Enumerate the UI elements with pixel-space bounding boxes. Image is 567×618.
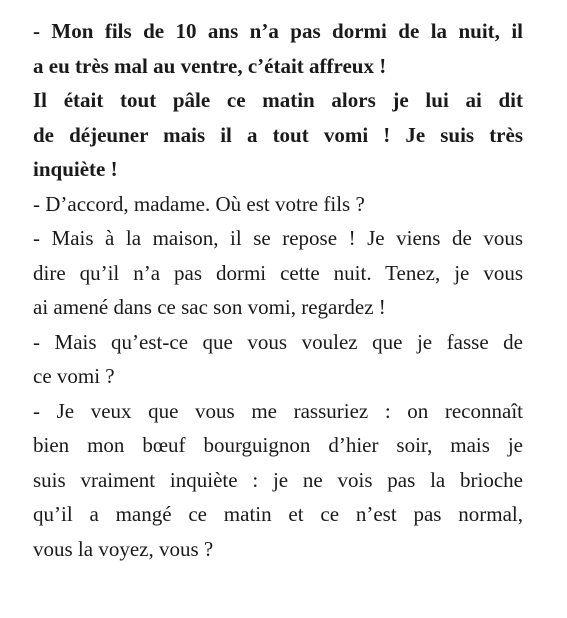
text-line: qu’il a mangé ce matin et ce n’est pas normal,	[33, 502, 523, 526]
text-line: de déjeuner mais il a tout vomi ! Je suis très	[33, 122, 523, 147]
paragraph-doctor-reply	[33, 325, 523, 394]
text-line: inquiète !	[33, 157, 118, 181]
text-line: - Mon fils de 10 ans n’a pas dormi de la nuit, il	[33, 19, 523, 43]
paragraph-doctor-question	[33, 187, 523, 222]
text-line: - Je veux que vous me rassuriez : on reconnaît	[33, 398, 523, 423]
text-line: Il était tout pâle ce matin alors je lui ai dit	[33, 88, 523, 112]
text-line: vous la voyez, vous ?	[33, 536, 214, 561]
text-line: a eu très mal au ventre, c’était affreux !	[33, 53, 387, 78]
text-line: dire qu’il n’a pas dormi cette nuit. Tenez, je vous	[33, 260, 523, 285]
paragraph-mother-final	[33, 394, 523, 567]
text-line: ai amené dans ce sac son vomi, regardez !	[33, 295, 386, 319]
paragraph-mother-opening	[33, 14, 523, 83]
paragraph-mother-reply	[33, 221, 523, 325]
text-line: - D’accord, madame. Où est votre fils ?	[33, 191, 365, 216]
text-line: suis vraiment inquiète : je ne vois pas la brioche	[33, 467, 523, 492]
text-line: ce vomi ?	[33, 364, 115, 388]
text-line: - Mais à la maison, il se repose ! Je viens de vous	[33, 226, 523, 250]
document-page	[33, 14, 523, 566]
text-line: bien mon bœuf bourguignon d’hier soir, mais je	[33, 433, 523, 457]
text-line: - Mais qu’est-ce que vous voulez que je fasse de	[33, 329, 523, 354]
paragraph-mother-continued	[33, 83, 523, 187]
